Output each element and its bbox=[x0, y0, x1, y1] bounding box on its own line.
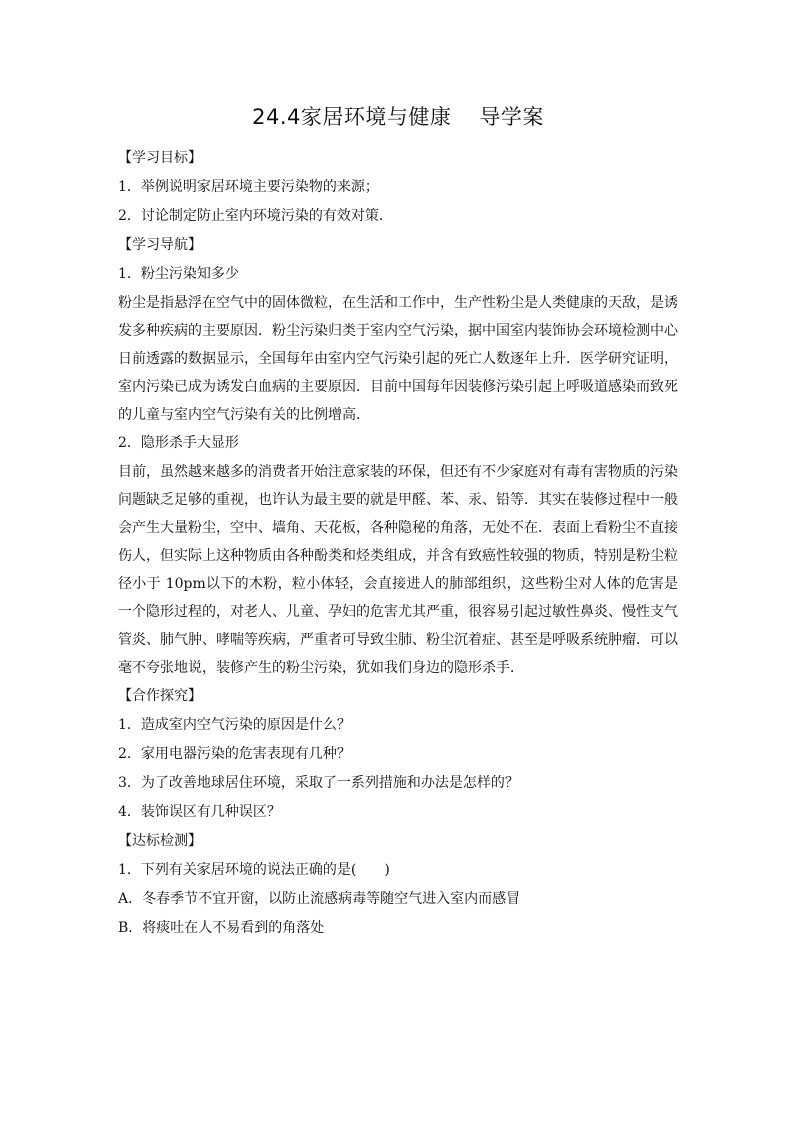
section-cooperation bbox=[118, 682, 678, 827]
section-heading-assessment: 【达标检测】 bbox=[118, 833, 202, 849]
exam-option-a: A．冬春季节不宜开窗，以防止流感病毒等随空气进入室内而感冒 bbox=[118, 891, 521, 907]
paragraph-hidden-killer: 目前，虽然越来越多的消费者开始注意家装的环保，但还有不少家庭对有毒有害物质的污染问题缺乏足够的重视，也许认为最主要的就是甲醛、苯、汞、铅等．其实在装修过程中一般会产生大量粉尘，空中、墙角、天花板，各种隐秘的角落，无处不在．表面上看粉尘不直接伤人，但实际上这种物质由各种酚类和烃类组成，并含有致癌性较强的物质，特别是粉尘粒径小于 10pm以下的木粉，粒小体轻，会直接进人的肺部组织，这些粉尘对人体的危害是一个隐形过程的，对老人、儿童、孕妇的危害尤其严重，很容易引起过敏性鼻炎、慢性支气管炎、肺气肿、哮喘等疾病，严重者可导致尘肺、粉尘沉着症、甚至是呼吸系统肿瘤．可以毫不夸张地说，装修产生的粉尘污染，犹如我们身边的隐形杀手． bbox=[118, 464, 678, 676]
section-heading-objectives: 【学习目标】 bbox=[118, 150, 202, 166]
subsection-title-hidden-killer: 2．隐形杀手大显形 bbox=[118, 435, 239, 451]
title-sub: 导学案 bbox=[479, 105, 544, 129]
title-main: 24.4家居环境与健康 bbox=[252, 105, 452, 129]
paragraph-dust: 粉尘是指悬浮在空气中的固体微粒，在生活和工作中，生产性粉尘是人类健康的天敌，是诱发多种疾病的主要原因．粉尘污染归类于室内空气污染，据中国室内装饰协会环境检测中心日前透露的数据显示，全国每年由室内空气污染引起的死亡人数逐年上升．医学研究证明，室内污染已成为诱发白血病的主要原因．目前中国每年因装修污染引起上呼吸道感染而致死的儿童与室内空气污染有关的比例增高． bbox=[118, 295, 678, 423]
page-title bbox=[118, 100, 678, 134]
question-item: 2．家用电器污染的危害表现有几种？ bbox=[118, 746, 351, 762]
exam-option-b: B．将痰吐在人不易看到的角落处 bbox=[118, 920, 325, 936]
subsection-title-dust: 1．粉尘污染知多少 bbox=[118, 266, 239, 282]
objective-item: 2．讨论制定防止室内环境污染的有效对策． bbox=[118, 208, 393, 224]
section-heading-cooperation: 【合作探究】 bbox=[118, 688, 202, 704]
section-objectives bbox=[118, 144, 678, 231]
document-page bbox=[118, 100, 678, 943]
objective-item: 1．举例说明家居环境主要污染物的来源； bbox=[118, 179, 379, 195]
section-heading-navigation: 【学习导航】 bbox=[118, 237, 202, 253]
question-item: 4．装饰误区有几种误区？ bbox=[118, 804, 281, 820]
question-item: 1．造成室内空气污染的原因是什么？ bbox=[118, 717, 351, 733]
question-item: 3．为了改善地球居住环境，采取了一系列措施和办法是怎样的？ bbox=[118, 775, 519, 791]
section-navigation bbox=[118, 231, 678, 682]
section-assessment bbox=[118, 827, 678, 943]
exam-question: 1．下列有关家居环境的说法正确的是( ) bbox=[118, 862, 390, 878]
